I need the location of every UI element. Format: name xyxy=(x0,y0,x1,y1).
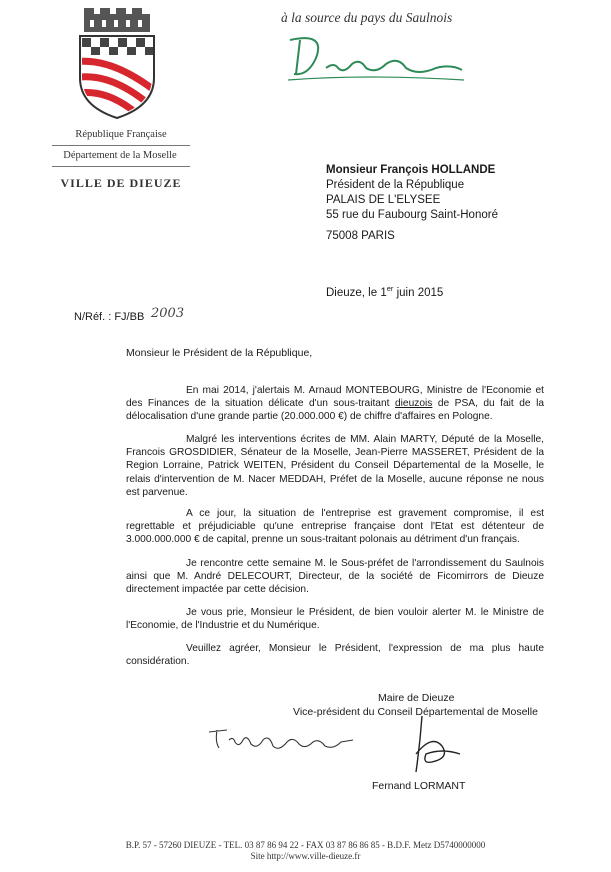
recipient-street: 55 rue du Faubourg Saint-Honoré xyxy=(326,209,498,221)
p1-underlined: dieuzois xyxy=(394,398,433,410)
dieuze-script-logo xyxy=(286,34,466,86)
ville-de-dieuze: VILLE DE DIEUZE xyxy=(60,176,182,190)
paragraph-1 xyxy=(126,384,544,424)
p1-part-b: de PSA, du fait de la délocalisation d'une grande partie (20.000.000 €) de chiffre d'affaires en Pologne. xyxy=(126,398,544,423)
p1-part-a: En mai 2014, j'alertais M. Arnaud MONTEBOURG, Ministre de l'Economie et des Finances de la situation délicate d'un sous-traitant xyxy=(126,385,544,410)
signer-role-mayor: Maire de Dieuze xyxy=(378,692,455,704)
date-suffix: juin 2015 xyxy=(393,286,444,299)
paragraph-4 xyxy=(126,557,544,597)
p2-text: Malgré les interventions écrites de MM. Alain MARTY, Député de la Moselle, Francois GROSDIDIER, Sénateur de la Moselle, Jean-Pierre MASSERET, Président de la Region Lorraine, Patrick WEITEN, Président du Conseil Départemental de la Moselle, le relais d'intervention de M. Nacer MEDDAH, Préfet de la Moselle, aucune réponse ne nous est parvenue. xyxy=(126,434,544,498)
recipient-postal: 75008 PARIS xyxy=(326,230,395,242)
paragraph-2 xyxy=(126,433,544,499)
footer-website: Site http://www.ville-dieuze.fr xyxy=(250,851,361,861)
departement-moselle: Département de la Moselle xyxy=(63,150,177,161)
date-prefix: Dieuze, le 1 xyxy=(326,286,387,299)
reference: N/Réf. : FJ/BB xyxy=(74,311,145,323)
recipient-address xyxy=(326,163,498,223)
date-sup: er xyxy=(386,284,394,293)
reference-handwritten: 2003 xyxy=(151,306,185,321)
footer-contact: B.P. 57 - 57260 DIEUZE - TEL. 03 87 86 94 22 - FAX 03 87 86 86 85 - B.D.F. Metz D5740000000 xyxy=(125,840,486,850)
paragraph-3 xyxy=(126,507,544,547)
signer-name: Fernand LORMANT xyxy=(372,780,466,792)
republique-francaise: République Française xyxy=(75,129,167,140)
tagline: à la source du pays du Saulnois xyxy=(281,10,453,25)
salutation: Monsieur le Président de la République, xyxy=(126,347,313,359)
divider xyxy=(52,166,190,167)
recipient-name: Monsieur François HOLLANDE xyxy=(326,164,496,176)
paragraph-6 xyxy=(126,642,544,668)
p5-text: Je vous prie, Monsieur le Président, de bien vouloir alerter M. le Ministre de l'Economie, de l'Industrie et du Numérique. xyxy=(126,607,544,632)
p6-text: Veuillez agréer, Monsieur le Président, l'expression de ma plus haute considération. xyxy=(126,643,544,668)
divider xyxy=(52,145,190,146)
p4-text: Je rencontre cette semaine M. le Sous-préfet de l'arrondissement du Saulnois ainsi que M. André DELECOURT, Directeur, de la société de Ficomirrors de Dieuze directement impactée par cette décision. xyxy=(126,558,544,596)
city-coat-of-arms xyxy=(74,8,160,120)
handwritten-note xyxy=(207,722,357,758)
p3-text: A ce jour, la situation de l'entreprise est gravement compromise, il est regrettable et préjudiciable qu'une entreprise française dont l'Etat est détenteur de 3.000.000.000 € de capital, prenne un sous-traitant polonais au détriment d'un français. xyxy=(126,508,544,546)
handwritten-signature xyxy=(402,714,462,776)
recipient-place: PALAIS DE L'ELYSEE xyxy=(326,194,441,206)
paragraph-5 xyxy=(126,606,544,632)
signer-role-vp: Vice-président du Conseil Départemental de Moselle xyxy=(293,706,538,718)
recipient-title: Président de la République xyxy=(326,179,465,191)
letter-date xyxy=(326,284,443,299)
